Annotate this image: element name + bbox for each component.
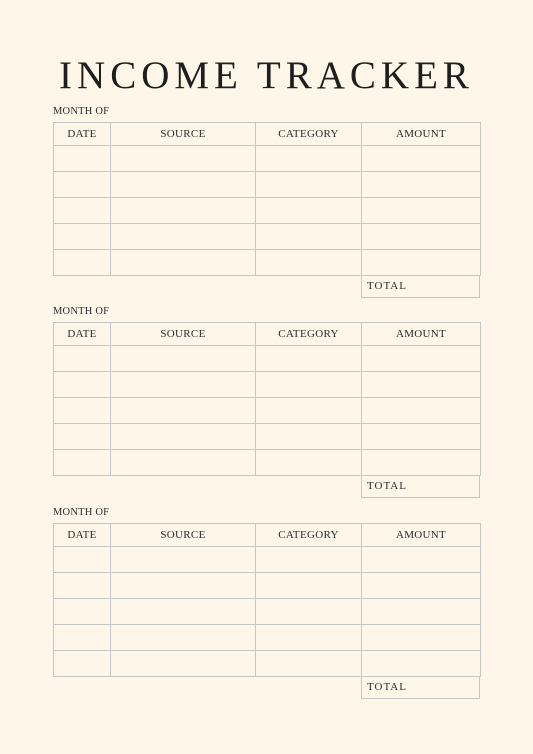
amount-cell[interactable] <box>362 146 481 172</box>
total-label: TOTAL <box>367 280 407 292</box>
source-cell[interactable] <box>111 547 256 573</box>
table-row <box>54 224 481 250</box>
amount-cell[interactable] <box>362 424 481 450</box>
column-header-amount: AMOUNT <box>362 323 481 346</box>
table-row <box>54 372 481 398</box>
table-row <box>54 625 481 651</box>
column-header-date: DATE <box>54 323 111 346</box>
table-row <box>54 146 481 172</box>
table-row <box>54 198 481 224</box>
amount-cell[interactable] <box>362 651 481 677</box>
date-cell[interactable] <box>54 424 111 450</box>
table-row <box>54 398 481 424</box>
month-of-label: MONTH OF <box>53 507 110 518</box>
table-row <box>54 172 481 198</box>
source-cell[interactable] <box>111 450 256 476</box>
table-row <box>54 599 481 625</box>
amount-cell[interactable] <box>362 198 481 224</box>
income-table <box>53 122 481 276</box>
amount-cell[interactable] <box>362 398 481 424</box>
date-cell[interactable] <box>54 625 111 651</box>
category-cell[interactable] <box>256 450 362 476</box>
source-cell[interactable] <box>111 424 256 450</box>
source-cell[interactable] <box>111 599 256 625</box>
date-cell[interactable] <box>54 651 111 677</box>
column-header-source: SOURCE <box>111 524 256 547</box>
category-cell[interactable] <box>256 372 362 398</box>
total-field[interactable] <box>361 475 480 498</box>
amount-cell[interactable] <box>362 625 481 651</box>
category-cell[interactable] <box>256 424 362 450</box>
table-row <box>54 573 481 599</box>
table-row <box>54 651 481 677</box>
source-cell[interactable] <box>111 250 256 276</box>
column-header-category: CATEGORY <box>256 524 362 547</box>
income-table <box>53 322 481 476</box>
income-table <box>53 523 481 677</box>
column-header-date: DATE <box>54 524 111 547</box>
column-header-amount: AMOUNT <box>362 123 481 146</box>
table-row <box>54 547 481 573</box>
category-cell[interactable] <box>256 625 362 651</box>
column-header-date: DATE <box>54 123 111 146</box>
column-header-source: SOURCE <box>111 123 256 146</box>
category-cell[interactable] <box>256 398 362 424</box>
column-header-source: SOURCE <box>111 323 256 346</box>
column-header-amount: AMOUNT <box>362 524 481 547</box>
date-cell[interactable] <box>54 224 111 250</box>
total-label: TOTAL <box>367 480 407 492</box>
table-header-row <box>54 123 481 146</box>
category-cell[interactable] <box>256 346 362 372</box>
total-label: TOTAL <box>367 681 407 693</box>
date-cell[interactable] <box>54 573 111 599</box>
table-header-row <box>54 323 481 346</box>
page-title: INCOME TRACKER <box>59 54 474 97</box>
total-field[interactable] <box>361 275 480 298</box>
source-cell[interactable] <box>111 651 256 677</box>
category-cell[interactable] <box>256 250 362 276</box>
amount-cell[interactable] <box>362 599 481 625</box>
date-cell[interactable] <box>54 346 111 372</box>
category-cell[interactable] <box>256 172 362 198</box>
category-cell[interactable] <box>256 651 362 677</box>
source-cell[interactable] <box>111 573 256 599</box>
category-cell[interactable] <box>256 573 362 599</box>
source-cell[interactable] <box>111 398 256 424</box>
date-cell[interactable] <box>54 599 111 625</box>
category-cell[interactable] <box>256 146 362 172</box>
table-header-row <box>54 524 481 547</box>
amount-cell[interactable] <box>362 172 481 198</box>
category-cell[interactable] <box>256 224 362 250</box>
amount-cell[interactable] <box>362 547 481 573</box>
date-cell[interactable] <box>54 172 111 198</box>
date-cell[interactable] <box>54 450 111 476</box>
total-field[interactable] <box>361 676 480 699</box>
column-header-category: CATEGORY <box>256 123 362 146</box>
table-row <box>54 250 481 276</box>
month-of-label: MONTH OF <box>53 106 110 117</box>
category-cell[interactable] <box>256 547 362 573</box>
source-cell[interactable] <box>111 146 256 172</box>
source-cell[interactable] <box>111 372 256 398</box>
source-cell[interactable] <box>111 625 256 651</box>
table-row <box>54 346 481 372</box>
column-header-category: CATEGORY <box>256 323 362 346</box>
amount-cell[interactable] <box>362 573 481 599</box>
date-cell[interactable] <box>54 146 111 172</box>
date-cell[interactable] <box>54 250 111 276</box>
source-cell[interactable] <box>111 224 256 250</box>
amount-cell[interactable] <box>362 346 481 372</box>
amount-cell[interactable] <box>362 372 481 398</box>
date-cell[interactable] <box>54 398 111 424</box>
table-row <box>54 424 481 450</box>
source-cell[interactable] <box>111 172 256 198</box>
amount-cell[interactable] <box>362 250 481 276</box>
month-of-label: MONTH OF <box>53 306 110 317</box>
date-cell[interactable] <box>54 198 111 224</box>
category-cell[interactable] <box>256 198 362 224</box>
date-cell[interactable] <box>54 372 111 398</box>
source-cell[interactable] <box>111 198 256 224</box>
source-cell[interactable] <box>111 346 256 372</box>
table-row <box>54 450 481 476</box>
date-cell[interactable] <box>54 547 111 573</box>
category-cell[interactable] <box>256 599 362 625</box>
amount-cell[interactable] <box>362 450 481 476</box>
amount-cell[interactable] <box>362 224 481 250</box>
